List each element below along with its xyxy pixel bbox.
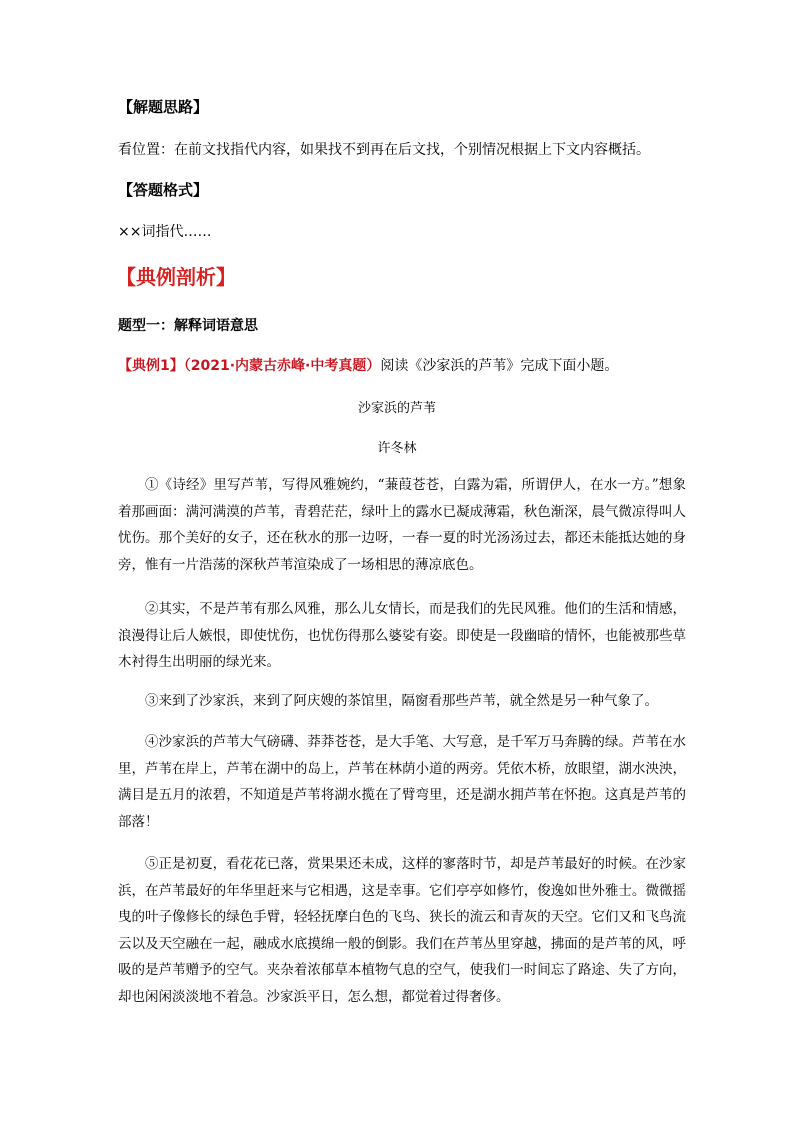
example-tag: 【典例1】 [118,358,184,374]
approach-heading: 【解题思路】 [118,98,209,116]
article-paragraph-5: ⑤正是初夏，看花花已落，赏果果还未成，这样的寥落时节，却是芦苇最好的时候。在沙家浜，在芦苇最好的年华里赶来与它相遇，这是幸事。它们亭亭如修竹，俊逸如世外雅士。微微摇曳的叶子像修长的绿色手臂，轻轻抚摩白色的飞鸟、狭长的流云和青灰的天空。它们又和飞鸟流云以及天空融在一起，融成水底摸绵一般的倒影。我们在芦苇丛里穿越，拂面的是芦苇的风，呼吸的是芦苇赠予的空气。夹杂着浓郁草本植物气息的空气，使我们一时间忘了路途、失了方向，却也闲闲淡淡地不着急。沙家浜平日，怎么想，都觉着过得奢侈。 [118,856,686,1005]
example-line [118,355,618,375]
approach-text: 看位置：在前文找指代内容，如果找不到再在后文找，个别情况根据上下文内容概括。 [118,142,650,158]
section-heading: 【典例剖析】 [116,265,236,289]
article-paragraph-3: ③来到了沙家浜，来到了阿庆嫂的茶馆里，隔窗看那些芦苇，就全然是另一种气象了。 [145,693,658,709]
format-text: ××词指代…… [118,224,212,240]
article-paragraph-4: ④沙家浜的芦苇大气磅礴、莽莽苍苍，是大手笔、大写意，是千军万马奔腾的绿。芦苇在水里，芦苇在岸上，芦苇在湖中的岛上，芦苇在林荫小道的两旁。凭依木桥，放眼望，湖水泱泱，满目是五月的浓碧，不知道是芦苇将湖水揽在了臂弯里，还是湖水拥芦苇在怀抱。这真是芦苇的部落！ [118,734,686,830]
article-title: 沙家浜的芦苇 [357,401,436,416]
article-paragraph-2: ②其实，不是芦苇有那么风雅，那么儿女情长，而是我们的先民风雅。他们的生活和情感，浪漫得让后人嫉恨，即使忧伤，也忧伤得那么婆娑有姿。即使是一段幽暗的情怀，也能被那些草木衬得生出明丽的绿光来。 [118,601,686,671]
question-type-heading: 题型一：解释词语意思 [118,318,258,334]
example-source: （2021·内蒙古赤峰·中考真题） [183,358,381,374]
article-author: 许冬林 [377,441,417,456]
article-paragraph-1: ①《诗经》里写芦苇，写得风雅婉约，“蒹葭苍苍，白露为霜，所谓伊人，在水一方。”想象着那画面：满河满漠的芦苇，青碧茫茫，绿叶上的露水已凝成薄霜，秋色渐深，晨气微凉得叫人忧伤。那个美好的女子，还在秋水的那一边呀，一春一夏的时光汤汤过去，都还未能抵达她的身旁，惟有一片浩荡的深秋芦苇渲染成了一场相思的薄凉底色。 [118,477,686,573]
example-instruction: 阅读《沙家浜的芦苇》完成下面小题。 [380,358,619,374]
format-heading: 【答题格式】 [118,181,209,199]
